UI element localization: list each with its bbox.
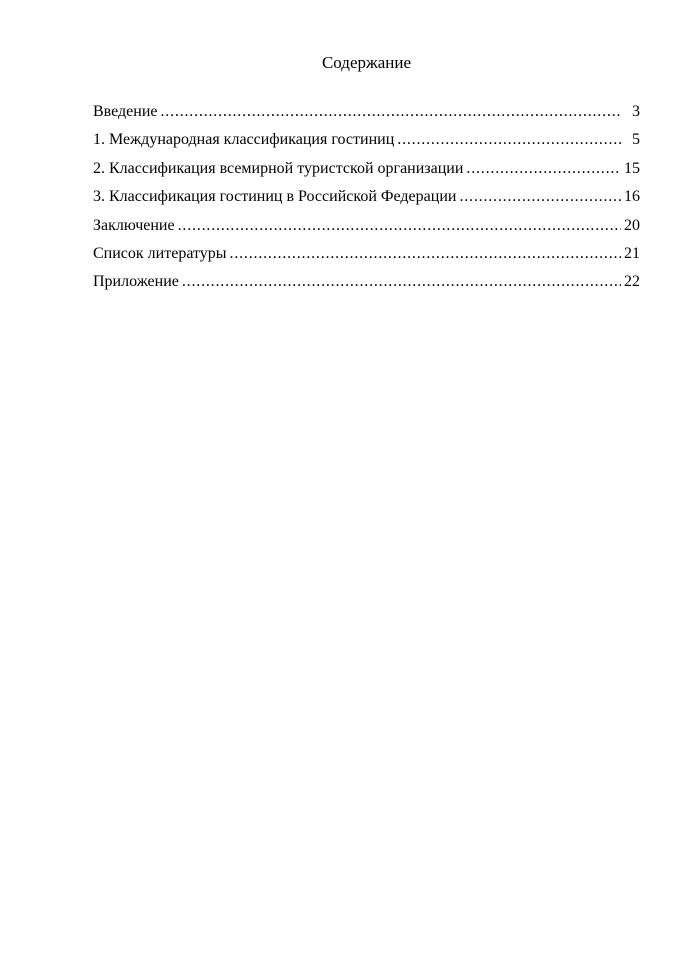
toc-entry[interactable] [93,98,640,126]
toc-entry[interactable] [93,212,640,240]
dot-leader-icon [466,155,621,183]
page-title: Содержание [321,53,412,72]
toc-entry-label: Список литературы [93,245,227,263]
toc-entry-label: 2. Классификация всемирной туристской организации [93,159,464,177]
toc-entry[interactable] [93,126,640,154]
toc-entry[interactable] [93,268,640,296]
table-of-contents [93,98,640,297]
dot-leader-icon [459,183,621,211]
toc-entry[interactable] [93,155,640,183]
toc-entry-page-number: 20 [624,216,640,234]
toc-entry-label: 3. Классификация гостиниц в Российской Федерации [93,188,457,206]
toc-entry-page-number: 22 [624,273,640,291]
dot-leader-icon [161,98,622,126]
toc-entry-page-number: 3 [632,103,640,120]
toc-entry-label: Введение [93,103,158,120]
toc-entry[interactable] [93,183,640,211]
toc-entry-label: 1. Международная классификация гостиниц [93,131,395,149]
toc-entry-page-number: 16 [624,188,640,206]
dot-leader-icon [182,268,621,296]
toc-entry-page-number: 15 [624,159,640,177]
toc-entry-label: Приложение [93,273,179,291]
toc-entry-label: Заключение [93,216,175,234]
dot-leader-icon [230,240,621,268]
dot-leader-icon [178,212,621,240]
toc-entry-page-number: 21 [624,245,640,263]
toc-entry-page-number: 5 [632,131,640,149]
toc-entry[interactable] [93,240,640,268]
dot-leader-icon [397,126,621,154]
